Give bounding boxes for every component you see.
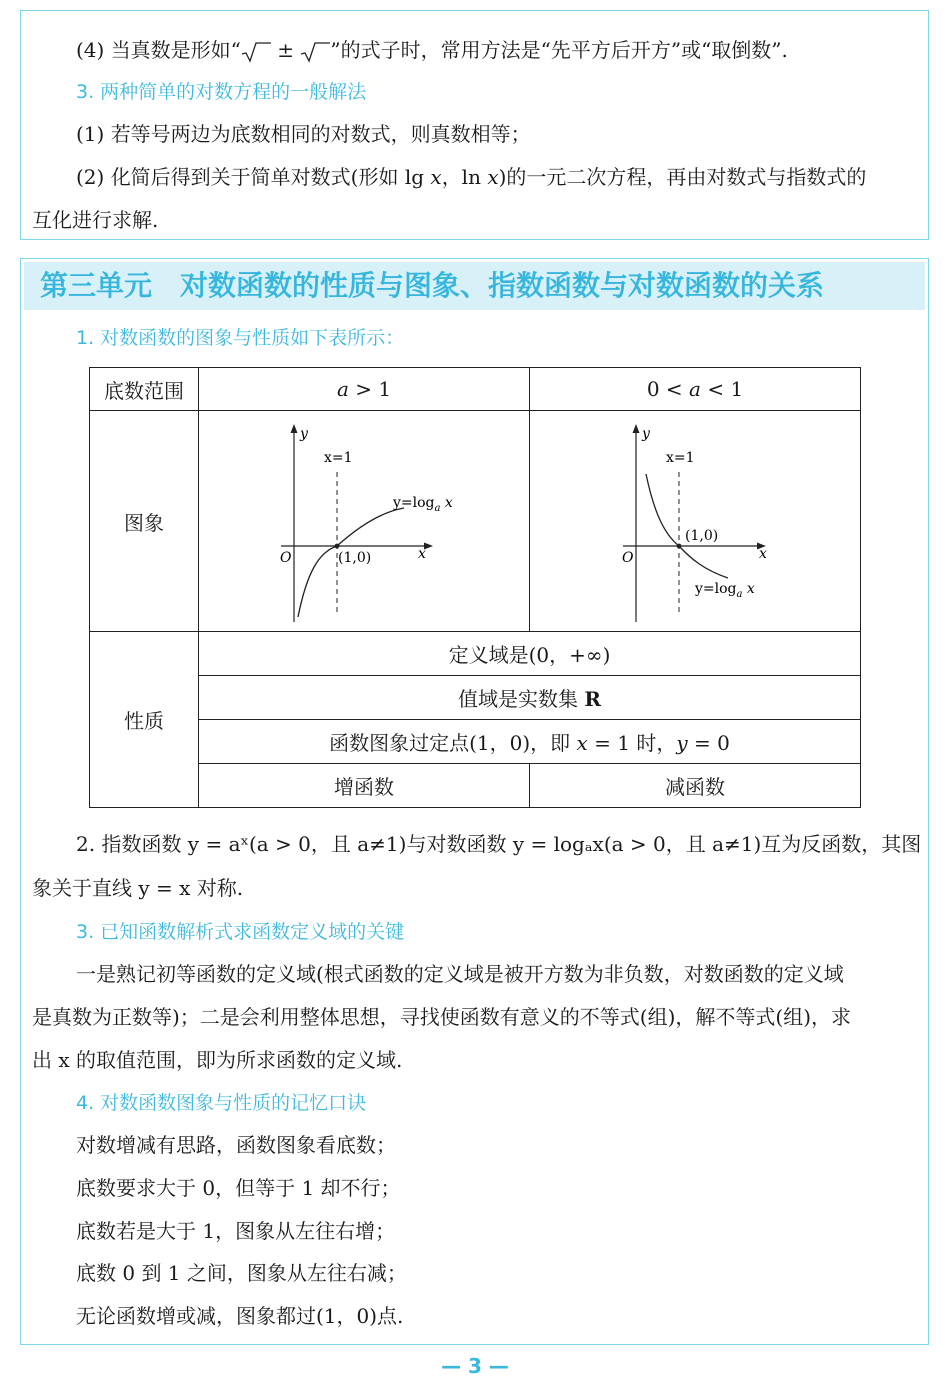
heading-table-intro: 1. 对数函数的图象与性质如下表所示： <box>76 327 405 349</box>
properties-table <box>89 367 861 808</box>
header-a-gt-1 <box>199 368 530 411</box>
graph-decreasing-cell <box>530 411 861 632</box>
rule-4 <box>76 36 788 64</box>
section3-p3: 出 x 的取值范围，即为所求函数的定义域. <box>32 1048 403 1072</box>
graph-decreasing <box>530 412 859 631</box>
var-x: x <box>430 165 442 189</box>
mnemonic-line: 底数 0 到 1 之间，图象从左往右减； <box>76 1261 407 1285</box>
header-base-range: 底数范围 <box>90 368 199 411</box>
row-label-graph: 图象 <box>90 411 199 632</box>
prop-decreasing: 减函数 <box>530 764 861 808</box>
table-graph-row <box>90 411 861 632</box>
y-arrow <box>291 424 298 433</box>
mnemonic-line: 无论函数增或减，图象都过(1，0)点. <box>76 1304 404 1328</box>
prop-point-end: = 0 <box>687 731 730 755</box>
real-set-R: R <box>584 687 601 711</box>
mnemonic-line: 底数要求大于 0，但等于 1 却不行； <box>76 1176 401 1200</box>
var-y: y <box>676 731 688 755</box>
curve-label-a: a <box>736 588 743 600</box>
mnemonic-line: 底数若是大于 1，图象从左往右增； <box>76 1219 396 1243</box>
row-label-properties: 性质 <box>90 632 199 808</box>
rule-4-prefix: (4) 当真数是形如“ <box>76 38 241 62</box>
curve-label-a: a <box>434 502 441 514</box>
x-label: x <box>418 545 426 562</box>
var-a: a <box>689 377 701 401</box>
curve-label-x: x <box>742 580 755 597</box>
section2-line1: 2. 指数函数 y = aˣ(a > 0，且 a≠1)与对数函数 y = logₐx(a > 0，且 a≠1)互为反函数，其图 <box>76 832 922 856</box>
prop-fixed-point <box>199 720 861 764</box>
page-number: — 3 — <box>441 1354 509 1378</box>
rule-2-line1 <box>76 163 866 191</box>
sqrt-symbol <box>241 41 271 63</box>
point-label: (1,0) <box>685 527 719 544</box>
curve-label-y: y=log <box>393 494 435 511</box>
fixed-point <box>335 543 340 548</box>
sqrt-symbol <box>300 41 330 63</box>
curve-label <box>392 495 453 514</box>
var-a: a <box>336 377 349 401</box>
plus-minus: ± <box>277 38 295 62</box>
prop-point-row <box>90 720 861 764</box>
header-a-gt-1-rest: > 1 <box>348 377 392 401</box>
graph-increasing-cell <box>199 411 530 632</box>
heading-mnemonic: 4. 对数函数图象与性质的记忆口诀 <box>76 1092 367 1114</box>
prop-range-row <box>90 676 861 720</box>
rule-2-suffix: )的一元二次方程，再由对数式与指数式的 <box>498 165 867 189</box>
log-curve-decreasing <box>646 474 728 578</box>
prop-increasing: 增函数 <box>199 764 530 808</box>
heading-domain-key: 3. 已知函数解析式求函数定义域的关键 <box>76 921 405 943</box>
prop-range-text: 值域是实数集 <box>458 687 585 711</box>
y-label: y <box>642 425 650 442</box>
origin-label: O <box>280 549 292 566</box>
x-label: x <box>759 545 767 562</box>
fixed-point <box>677 543 682 548</box>
header-a-between-0-1 <box>530 368 861 411</box>
y-label: y <box>300 425 308 442</box>
section3-p2: 是真数为正数等)；二是会利用整体思想，寻找使函数有意义的不等式(组)，解不等式(组)，求 <box>32 1005 852 1029</box>
rule-2-mid: ，ln <box>441 165 488 189</box>
graph-increasing <box>199 412 528 631</box>
var-x: x <box>576 731 588 755</box>
header-col2-rest: < 1 <box>700 377 744 401</box>
prop-point-pre: 函数图象过定点(1，0)，即 <box>329 731 577 755</box>
origin-label: O <box>622 549 634 566</box>
mnemonic-line: 对数增减有思路，函数图象看底数； <box>76 1133 396 1157</box>
prop-domain-row <box>90 632 861 676</box>
prop-monotonic-row <box>90 764 861 808</box>
header-col2-pre: 0 < <box>646 377 690 401</box>
vline-label: x=1 <box>666 449 695 466</box>
rule-4-suffix: ”的式子时，常用方法是“先平方后开方”或“取倒数”. <box>330 38 788 62</box>
curve-label-x: x <box>440 494 453 511</box>
point-label: (1,0) <box>338 549 372 566</box>
section2-line2: 象关于直线 y = x 对称. <box>32 876 244 900</box>
curve-label-y: y=log <box>695 580 737 597</box>
rule-2-line2: 互化进行求解. <box>32 208 159 232</box>
table-header-row <box>90 368 861 411</box>
section3-p1: 一是熟记初等函数的定义域(根式函数的定义域是被开方数为非负数，对数函数的定义域 <box>76 962 844 986</box>
curve-label <box>694 581 755 600</box>
prop-range <box>199 676 861 720</box>
prop-point-mid: = 1 时， <box>587 731 677 755</box>
var-x: x <box>487 165 499 189</box>
vline-label: x=1 <box>324 449 353 466</box>
prop-domain: 定义域是(0，+∞) <box>199 632 861 676</box>
y-arrow <box>633 424 640 433</box>
rule-1: (1) 若等号两边为底数相同的对数式，则真数相等； <box>76 122 531 146</box>
unit-title: 第三单元 对数函数的性质与图象、指数函数与对数函数的关系 <box>24 262 925 310</box>
rule-2-prefix: (2) 化简后得到关于简单对数式(形如 lg <box>76 165 431 189</box>
heading-log-equations: 3. 两种简单的对数方程的一般解法 <box>76 81 367 103</box>
